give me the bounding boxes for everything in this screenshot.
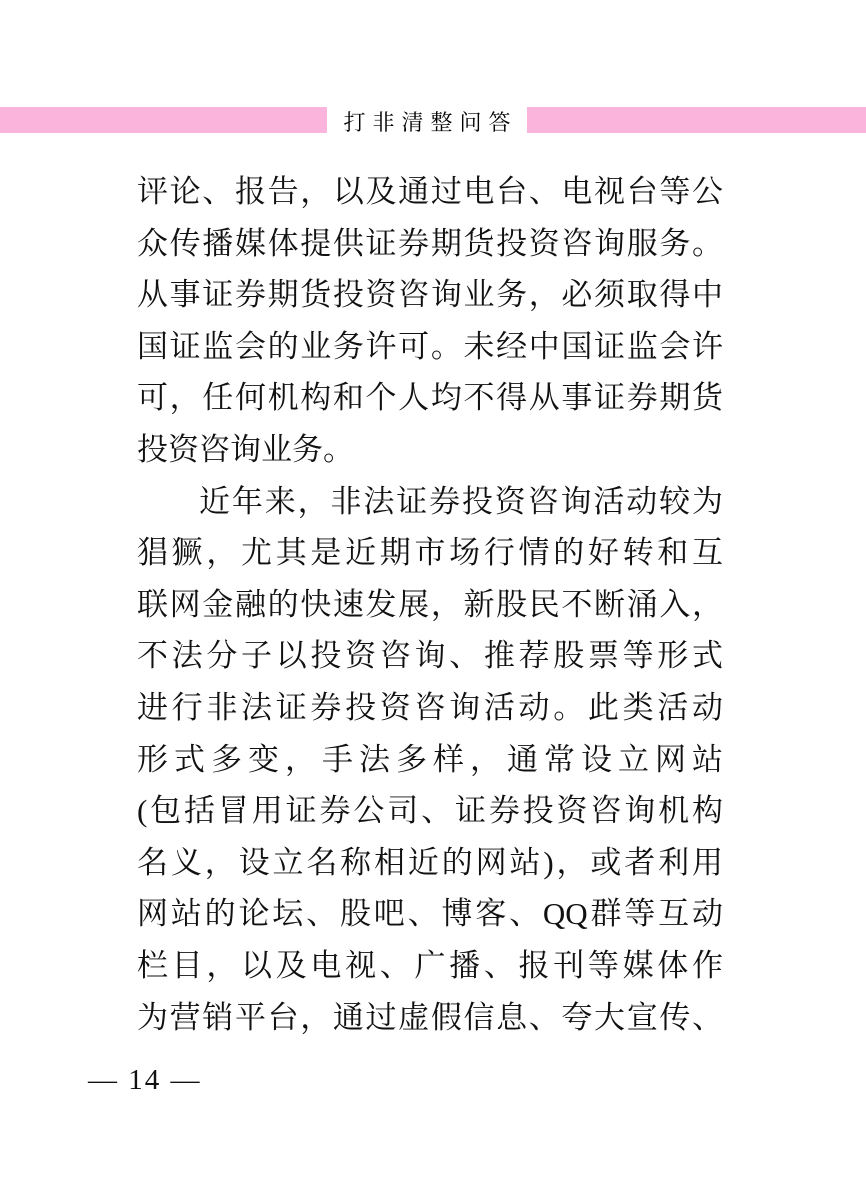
running-head-title: 打非清整问答: [343, 110, 518, 135]
body-text-line: (包括冒用证券公司、证券投资咨询机构: [137, 793, 723, 829]
page-number: — 14 —: [88, 1064, 202, 1096]
body-text-line: 从事证券期货投资咨询业务，必须取得中: [137, 277, 723, 313]
body-text-block: [137, 166, 723, 1043]
body-text-line: 名义，设立名称相近的网站)，或者利用: [137, 844, 723, 880]
header-band: [0, 107, 866, 133]
body-text-line: 网站的论坛、股吧、博客、QQ群等互动: [137, 896, 723, 932]
body-text-line: 众传播媒体提供证券期货投资咨询服务。: [137, 225, 723, 261]
body-text-line: 联网金融的快速发展，新股民不断涌入，: [137, 586, 723, 622]
body-text-line: 投资咨询业务。: [137, 431, 354, 467]
body-text-line: 猖獗，尤其是近期市场行情的好转和互: [137, 535, 723, 571]
body-text-line: 栏目，以及电视、广播、报刊等媒体作: [137, 947, 723, 983]
body-text-line: 形式多变，手法多样，通常设立网站: [137, 741, 723, 777]
body-text-line: 近年来，非法证券投资咨询活动较为: [199, 483, 723, 519]
body-text-line: 评论、报告，以及通过电台、电视台等公: [137, 174, 723, 209]
body-text-line: 进行非法证券投资咨询活动。此类活动: [137, 689, 723, 725]
body-text-line: 可，任何机构和个人均不得从事证券期货: [137, 380, 723, 416]
header-title-box: [327, 104, 527, 136]
body-text-line: 不法分子以投资咨询、推荐股票等形式: [137, 638, 723, 674]
body-text-line: 国证监会的业务许可。未经中国证监会许: [137, 328, 723, 364]
body-text-line: 为营销平台，通过虚假信息、夸大宣传、: [137, 999, 723, 1035]
